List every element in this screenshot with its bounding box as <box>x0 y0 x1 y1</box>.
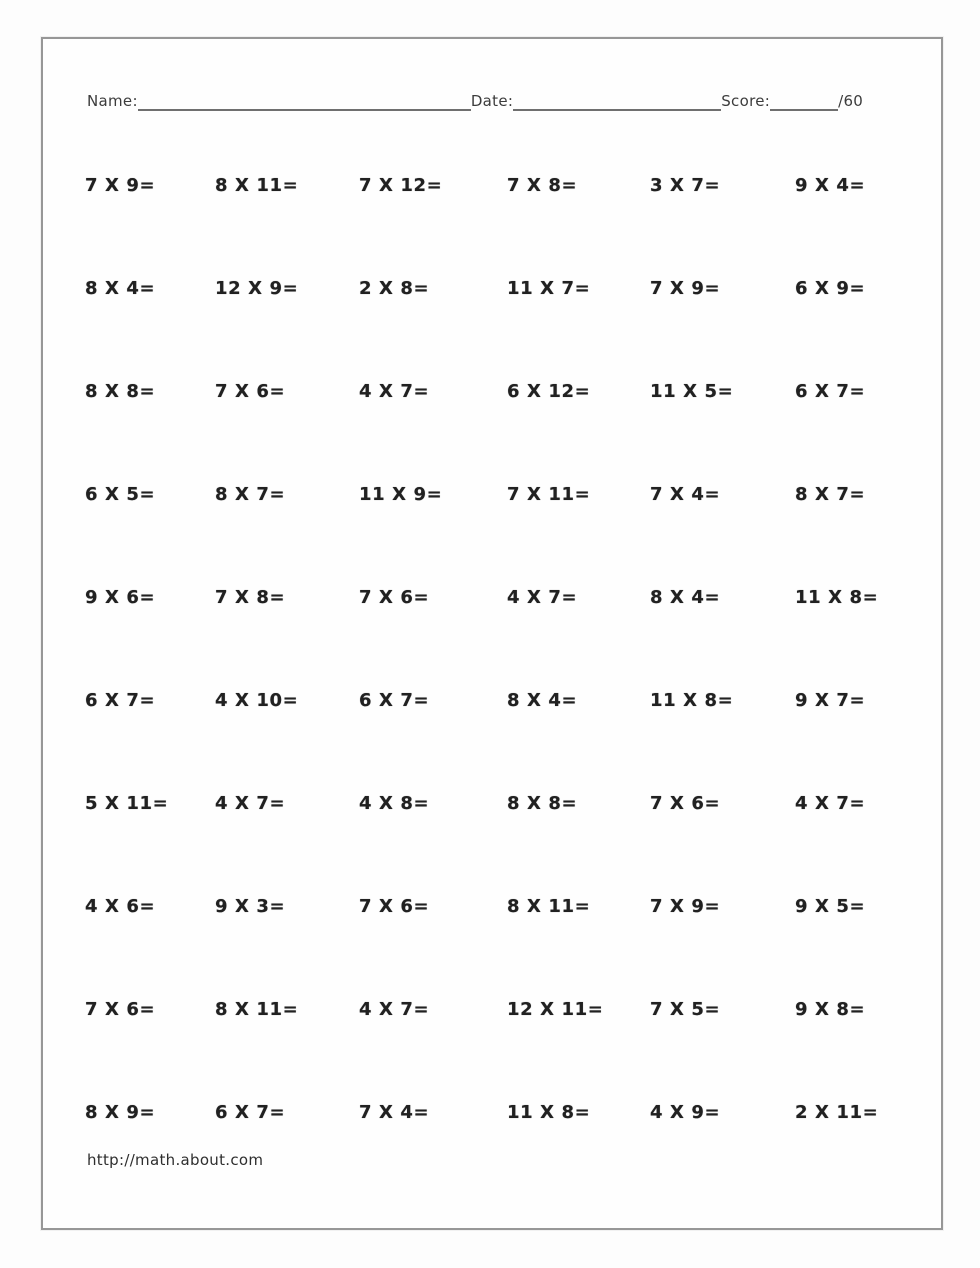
problem-cell: 6 X 7= <box>795 381 866 402</box>
problem-cell: 7 X 9= <box>650 896 721 917</box>
date-label: Date: <box>470 92 514 110</box>
problem-cell: 11 X 9= <box>359 484 443 505</box>
problem-cell: 9 X 5= <box>795 896 866 917</box>
problem-cell: 6 X 9= <box>795 278 866 299</box>
worksheet-header <box>87 89 891 111</box>
problem-cell: 7 X 6= <box>359 587 430 608</box>
problem-cell: 11 X 7= <box>507 278 591 299</box>
name-blank-line <box>138 95 471 111</box>
problem-cell: 11 X 8= <box>650 690 734 711</box>
problem-cell: 4 X 7= <box>795 793 866 814</box>
problem-cell: 2 X 8= <box>359 278 430 299</box>
problem-cell: 6 X 7= <box>215 1102 286 1123</box>
problem-cell: 8 X 7= <box>215 484 286 505</box>
problem-cell: 4 X 7= <box>215 793 286 814</box>
problem-cell: 4 X 7= <box>359 999 430 1020</box>
problem-cell: 9 X 4= <box>795 175 866 196</box>
problems-grid <box>43 134 945 1164</box>
problem-cell: 8 X 4= <box>507 690 578 711</box>
score-label: Score: <box>721 92 771 110</box>
problem-cell: 9 X 7= <box>795 690 866 711</box>
problem-cell: 7 X 12= <box>359 175 443 196</box>
problem-cell: 7 X 6= <box>359 896 430 917</box>
problem-cell: 7 X 6= <box>650 793 721 814</box>
problem-cell: 8 X 8= <box>507 793 578 814</box>
problem-cell: 7 X 4= <box>650 484 721 505</box>
problem-cell: 12 X 9= <box>215 278 299 299</box>
name-label: Name: <box>87 92 138 110</box>
problem-cell: 6 X 7= <box>85 690 156 711</box>
problem-cell: 8 X 4= <box>85 278 156 299</box>
problem-cell: 7 X 11= <box>507 484 591 505</box>
problem-cell: 5 X 11= <box>85 793 169 814</box>
problem-cell: 11 X 8= <box>507 1102 591 1123</box>
problem-cell: 6 X 5= <box>85 484 156 505</box>
problem-cell: 4 X 8= <box>359 793 430 814</box>
problem-cell: 4 X 7= <box>359 381 430 402</box>
score-blank-line <box>770 95 838 111</box>
problem-cell: 6 X 12= <box>507 381 591 402</box>
problem-cell: 3 X 7= <box>650 175 721 196</box>
date-blank-line <box>513 95 721 111</box>
problem-cell: 7 X 4= <box>359 1102 430 1123</box>
problem-cell: 7 X 5= <box>650 999 721 1020</box>
problem-cell: 9 X 8= <box>795 999 866 1020</box>
problem-cell: 11 X 5= <box>650 381 734 402</box>
problem-cell: 8 X 4= <box>650 587 721 608</box>
problem-cell: 7 X 6= <box>215 381 286 402</box>
problem-cell: 9 X 3= <box>215 896 286 917</box>
problem-cell: 4 X 7= <box>507 587 578 608</box>
problem-cell: 8 X 8= <box>85 381 156 402</box>
problem-cell: 8 X 11= <box>507 896 591 917</box>
problem-cell: 2 X 11= <box>795 1102 879 1123</box>
problem-cell: 7 X 8= <box>215 587 286 608</box>
problem-cell: 8 X 11= <box>215 175 299 196</box>
problem-cell: 4 X 10= <box>215 690 299 711</box>
problem-cell: 12 X 11= <box>507 999 604 1020</box>
problem-cell: 8 X 9= <box>85 1102 156 1123</box>
problem-cell: 8 X 7= <box>795 484 866 505</box>
problem-cell: 6 X 7= <box>359 690 430 711</box>
problem-cell: 8 X 11= <box>215 999 299 1020</box>
source-url: http://math.about.com <box>87 1151 264 1169</box>
problem-cell: 9 X 6= <box>85 587 156 608</box>
worksheet-page <box>41 37 943 1230</box>
score-total: /60 <box>838 92 864 110</box>
problem-cell: 4 X 6= <box>85 896 156 917</box>
problem-cell: 7 X 9= <box>650 278 721 299</box>
problem-cell: 7 X 8= <box>507 175 578 196</box>
problem-cell: 7 X 9= <box>85 175 156 196</box>
problem-cell: 4 X 9= <box>650 1102 721 1123</box>
problem-cell: 11 X 8= <box>795 587 879 608</box>
problem-cell: 7 X 6= <box>85 999 156 1020</box>
